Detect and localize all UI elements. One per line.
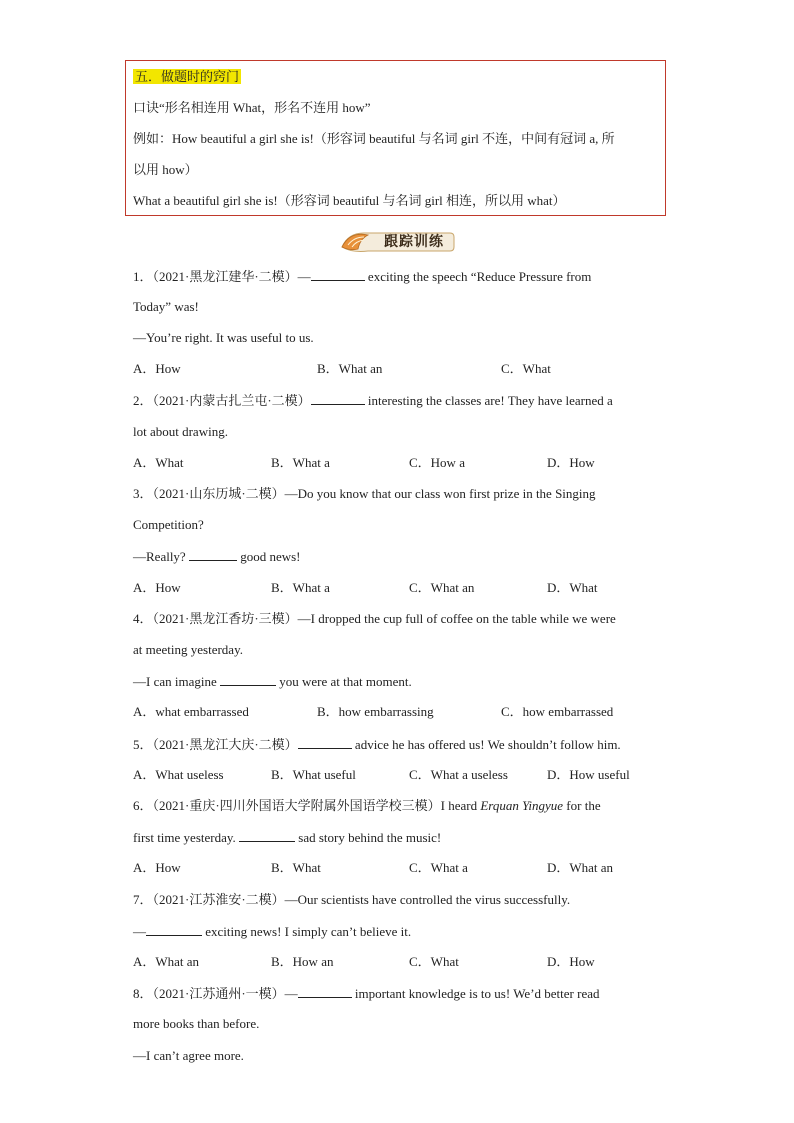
question-3-stem: 3．（2021·山东历城·二模）—Do you know that our class won first prize in the Singing <box>133 486 596 501</box>
question-4-option-b[interactable]: B．how embarrassing <box>317 704 434 719</box>
answer-blank <box>146 923 202 936</box>
question-7-option-c[interactable]: C．What <box>409 954 459 969</box>
question-8-reply: —I can’t agree more. <box>133 1048 244 1063</box>
question-6-option-b[interactable]: B．What <box>271 860 321 875</box>
question-7-reply: — exciting news! I simply can’t believe it. <box>133 924 412 939</box>
question-1-reply: —You’re right. It was useful to us. <box>133 330 314 345</box>
question-4-reply: —I can imagine you were at that moment. <box>133 674 412 689</box>
question-3-stem-cont: Competition? <box>133 517 204 532</box>
question-5-stem: 5．（2021·黑龙江大庆·二模） advice he has offered us! We shouldn’t follow him. <box>133 737 621 752</box>
question-2-stem: 2．（2021·内蒙古扎兰屯·二模） interesting the classes are! They have learned a <box>133 393 613 408</box>
question-2-option-a[interactable]: A．What <box>133 455 184 470</box>
question-1-option-c[interactable]: C．What <box>501 361 551 376</box>
tip-example-1: 例如：How beautiful a girl she is!（形容词 beautiful 与名词 girl 不连，中间有冠词 a, 所 <box>133 131 615 146</box>
question-1-option-a[interactable]: A．How <box>133 361 181 376</box>
question-7-option-a[interactable]: A．What an <box>133 954 200 969</box>
question-3-reply: —Really? good news! <box>133 549 301 564</box>
question-6-stem-cont: first time yesterday. sad story behind the music! <box>133 830 442 845</box>
tip-example-2: What a beautiful girl she is!（形容词 beautiful 与名词 girl 相连，所以用 what） <box>133 193 566 208</box>
question-2-option-c[interactable]: C．How a <box>409 455 465 470</box>
question-6-stem: 6．（2021·重庆·四川外国语大学附属外国语学校三模）I heard Erquan Yingyue for the <box>133 798 601 813</box>
answer-blank <box>298 736 352 749</box>
question-5-option-c[interactable]: C．What a useless <box>409 767 508 782</box>
question-7-option-d[interactable]: D．How <box>547 954 595 969</box>
tip-title: 五．做题时的窍门 <box>135 69 240 84</box>
question-4-stem-cont: at meeting yesterday. <box>133 642 243 657</box>
question-1-stem-cont: Today” was! <box>133 299 199 314</box>
question-4-option-c[interactable]: C．how embarrassed <box>501 704 614 719</box>
question-6-option-c[interactable]: C．What a <box>409 860 468 875</box>
question-5-option-a[interactable]: A．What useless <box>133 767 224 782</box>
question-7-stem: 7．（2021·江苏淮安·二模）—Our scientists have controlled the virus successfully. <box>133 892 571 907</box>
question-3-option-a[interactable]: A．How <box>133 580 181 595</box>
question-2-stem-cont: lot about drawing. <box>133 424 228 439</box>
question-3-option-d[interactable]: D．What <box>547 580 598 595</box>
question-6-option-a[interactable]: A．How <box>133 860 181 875</box>
question-8-stem-cont: more books than before. <box>133 1016 260 1031</box>
answer-blank <box>298 985 352 998</box>
answer-blank <box>311 392 365 405</box>
question-5-option-d[interactable]: D．How useful <box>547 767 630 782</box>
answer-blank <box>220 673 276 686</box>
banner-label: 跟踪训练 <box>384 234 444 250</box>
tip-example-1-cont: 以用 how） <box>133 162 198 177</box>
question-6-option-d[interactable]: D．What an <box>547 860 614 875</box>
question-3-option-c[interactable]: C．What an <box>409 580 475 595</box>
question-2-option-b[interactable]: B．What a <box>271 455 330 470</box>
answer-blank <box>189 548 237 561</box>
question-5-option-b[interactable]: B．What useful <box>271 767 356 782</box>
question-3-option-b[interactable]: B．What a <box>271 580 330 595</box>
question-8-stem: 8．（2021·江苏通州·一模）— important knowledge is to us! We’d better read <box>133 986 600 1001</box>
question-2-option-d[interactable]: D．How <box>547 455 595 470</box>
question-1-option-b[interactable]: B．What an <box>317 361 383 376</box>
tip-rhyme: 口诀“形名相连用 What，形名不连用 how” <box>133 100 371 115</box>
question-4-stem: 4．（2021·黑龙江香坊·三模）—I dropped the cup full of coffee on the table while we were <box>133 611 616 626</box>
answer-blank <box>311 268 365 281</box>
question-7-option-b[interactable]: B．How an <box>271 954 334 969</box>
question-1-stem: 1．（2021·黑龙江建华·二模）— exciting the speech “Reduce Pressure from <box>133 269 592 284</box>
answer-blank <box>239 829 295 842</box>
question-4-option-a[interactable]: A．what embarrassed <box>133 704 249 719</box>
